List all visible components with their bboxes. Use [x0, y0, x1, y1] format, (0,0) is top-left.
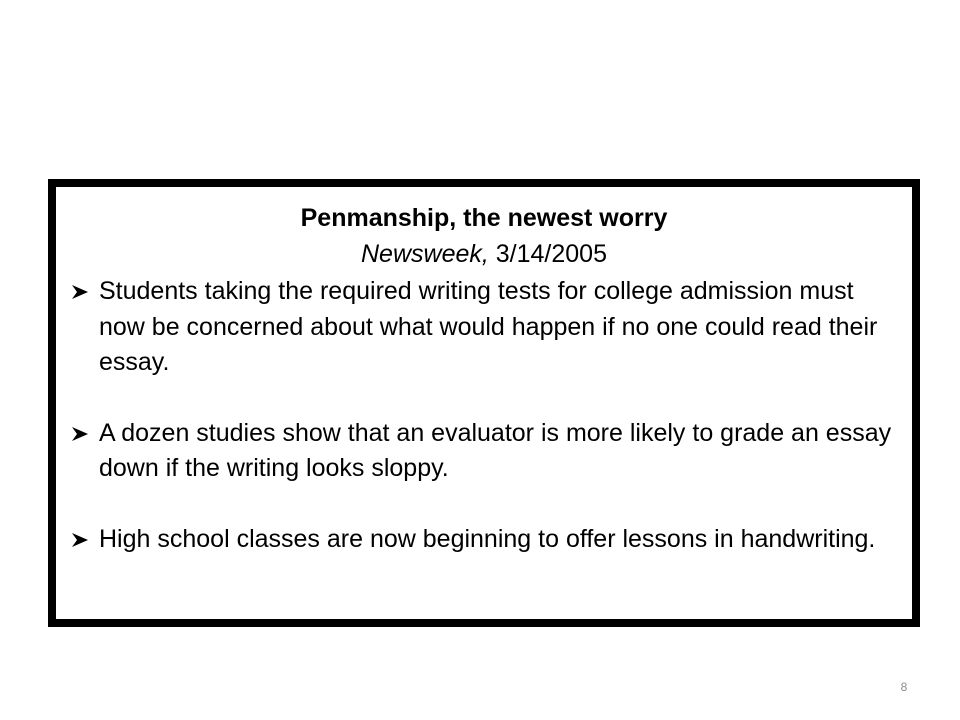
- arrowhead-bullet-icon: [71, 425, 89, 443]
- source-publication: Newsweek,: [361, 240, 489, 268]
- source-date: 3/14/2005: [488, 240, 607, 268]
- page-number: 8: [900, 680, 908, 694]
- bullet-list: [56, 274, 906, 557]
- bullet-item: [56, 522, 906, 558]
- bullet-item: [56, 274, 906, 381]
- bullet-text: A dozen studies show that an evaluator is more likely to grade an essay down if the writing looks sloppy.: [99, 418, 892, 482]
- bullet-item: [56, 416, 906, 487]
- bullet-text: Students taking the required writing tests for college admission must now be concerned about what would happen if no one could read their essay.: [99, 277, 878, 376]
- article-source: [56, 237, 912, 271]
- article-box: [48, 179, 920, 627]
- bullet-text: High school classes are now beginning to offer lessons in handwriting.: [99, 524, 876, 553]
- arrowhead-bullet-icon: [71, 531, 89, 549]
- arrowhead-bullet-icon: [71, 283, 89, 301]
- article-title: Penmanship, the newest worry: [300, 204, 668, 232]
